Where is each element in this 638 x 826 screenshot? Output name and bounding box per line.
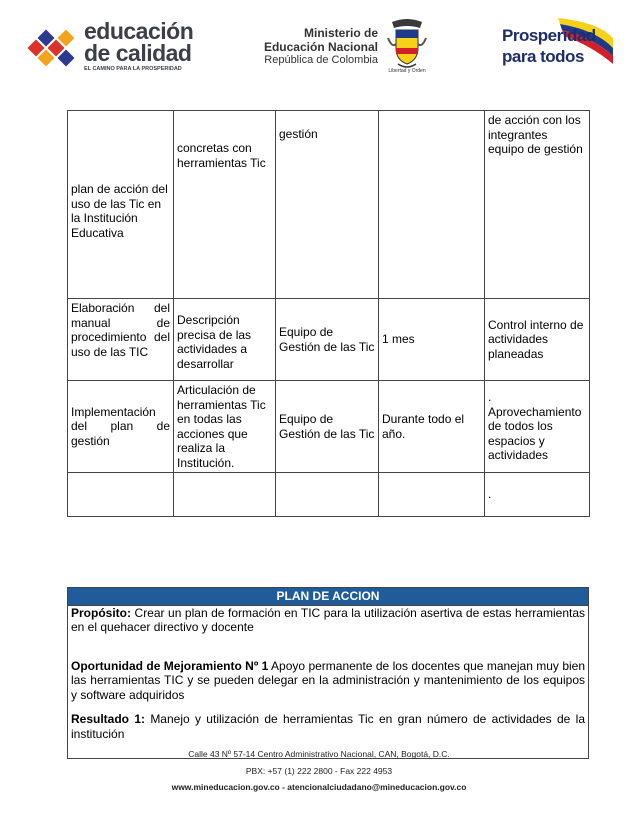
table-cell: Articulación de herramientas Tic en todas las acciones que realiza la Institución.	[174, 381, 276, 473]
table-cell: gestión	[276, 111, 379, 299]
footer-address: Calle 43 Nº 57-14 Centro Administrativo Nacional, CAN, Bogotá, D.C.	[188, 749, 450, 759]
educacion-de-calidad-logo	[28, 18, 198, 73]
table-cell	[68, 473, 174, 517]
ministry-line1: Ministerio de	[303, 26, 378, 40]
table-row	[68, 381, 590, 473]
plan-title: PLAN DE ACCION	[68, 588, 589, 606]
table-cell: 1 mes	[379, 299, 485, 381]
opportunity-text: Apoyo permanente de los docentes que manejan muy bien las herramientas TIC y se pueden delegar en la administración y mantenimiento de los equipos y software adquiridos	[71, 658, 586, 702]
table-cell: Equipo de Gestión de las Tic	[276, 381, 379, 473]
prosperity-line2: para todos	[502, 47, 584, 66]
table-row	[68, 605, 589, 758]
table-cell: .	[485, 473, 590, 517]
table-row	[68, 111, 590, 299]
edu-logo-line1: educación	[84, 18, 194, 44]
table-cell	[174, 473, 276, 517]
table-cell: Descripción precisa de las actividades a desarrollar	[174, 299, 276, 381]
page-header	[0, 0, 638, 88]
plan-de-accion-box	[67, 587, 589, 759]
table-cell: Implementación del plan de gestión	[68, 381, 174, 473]
table-cell: Elaboración del manual de procedimiento del uso de las TIC	[68, 299, 174, 381]
table-cell: plan de acción del uso de las Tic en la Institución Educativa	[68, 111, 174, 299]
ministry-line3: República de Colombia	[264, 54, 378, 66]
result-text: Manejo y utilización de herramientas Tic en gran número de actividades de la institución	[71, 712, 585, 741]
table-cell: Equipo de Gestión de las Tic	[276, 299, 379, 381]
edu-logo-line2: de calidad	[84, 40, 192, 66]
table-row	[68, 473, 590, 517]
table-cell: de acción con los integrantes equipo de gestión	[485, 111, 590, 299]
edu-logo-tagline: EL CAMINO PARA LA PROSPERIDAD	[84, 66, 182, 72]
prosperity-line1: Prosperidad	[502, 26, 596, 45]
table-row	[68, 299, 590, 381]
table-cell: Durante todo el año.	[379, 381, 485, 473]
result-label: Resultado 1:	[71, 712, 145, 726]
table-cell	[379, 111, 485, 299]
table-cell: . Aprovechamiento de todos los espacios y actividades	[485, 381, 590, 473]
purpose-text: Crear un plan de formación en TIC para la utilización asertiva de estas herramientas en el quehacer directivo y docente	[71, 605, 585, 634]
table-row	[68, 588, 589, 606]
table-cell	[379, 473, 485, 517]
table-cell: concretas con herramientas Tic	[174, 111, 276, 299]
plan-opportunity	[71, 659, 585, 703]
action-plan-table	[67, 110, 590, 517]
plan-purpose	[71, 606, 585, 635]
table-cell: Control interno de actividades planeadas	[485, 299, 590, 381]
plan-body	[68, 605, 589, 758]
cubes-icon	[28, 26, 78, 70]
purpose-label: Propósito:	[71, 605, 131, 620]
opportunity-label: Oportunidad de Mejoramiento Nº 1	[71, 658, 269, 673]
footer-phone: PBX: +57 (1) 222 2800 - Fax 222 4953	[245, 766, 393, 776]
crest-caption: Libertad y Orden	[388, 68, 426, 74]
footer-contact: www.mineducacion.gov.co - atencionalciudadano@mineducacion.gov.co	[171, 782, 467, 792]
ministry-logo	[258, 26, 378, 67]
table-cell	[276, 473, 379, 517]
plan-result	[71, 712, 585, 741]
ministry-line2: Educación Nacional	[263, 40, 378, 54]
prosperidad-para-todos-logo	[498, 18, 613, 76]
